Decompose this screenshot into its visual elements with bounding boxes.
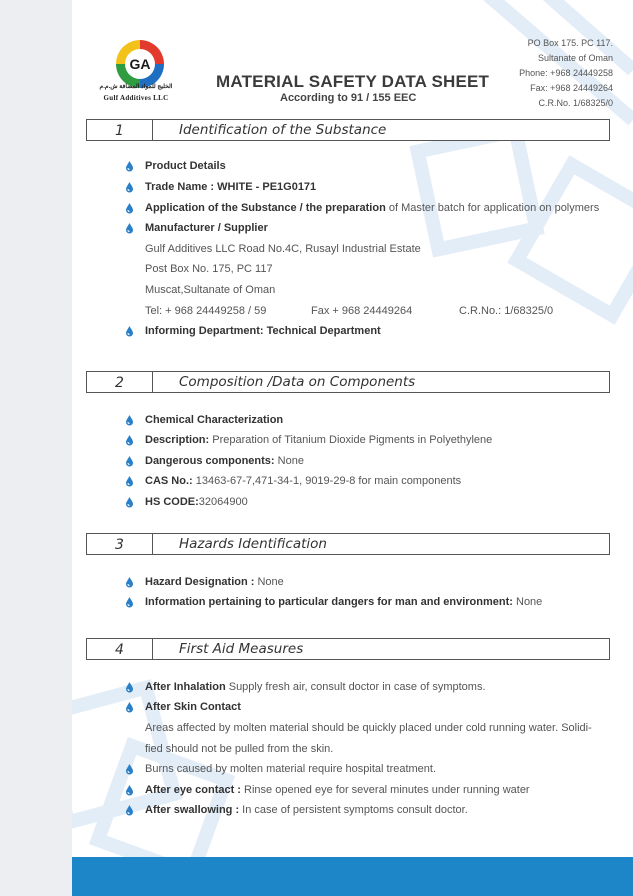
list-item: Hazard Designation : None xyxy=(145,576,284,588)
footer-bar xyxy=(72,857,633,896)
logo-arabic-name: الخليج للمواد المضافة ش.م.م xyxy=(99,84,173,90)
contact-country: Sultanate of Oman xyxy=(537,53,613,63)
droplet-bullet-icon xyxy=(125,785,134,796)
droplet-bullet-icon xyxy=(125,764,134,775)
fax-line: Fax + 968 24449264 xyxy=(311,305,413,317)
section-title: Composition /Data on Components xyxy=(179,374,416,390)
list-item: After eye contact : Rinse opened eye for several minutes under running water xyxy=(145,784,530,796)
list-item: Dangerous components: None xyxy=(145,455,304,467)
droplet-bullet-icon xyxy=(125,702,134,713)
list-item: Description: Preparation of Titanium Dioxide Pigments in Polyethylene xyxy=(145,434,493,446)
list-item: After Inhalation Supply fresh air, consult doctor in case of symptoms. xyxy=(145,681,486,693)
section-3-header xyxy=(86,533,610,555)
list-item: Application of the Substance / the preparation of Master batch for application on polymers xyxy=(145,202,600,214)
cr-number-line: C.R.No.: 1/68325/0 xyxy=(459,305,554,317)
list-item: After swallowing : In case of persistent symptoms consult doctor. xyxy=(145,804,468,816)
list-item: CAS No.: 13463-67-7,471-34-1, 9019-29-8 for main components xyxy=(145,475,462,487)
droplet-bullet-icon xyxy=(125,577,134,588)
section-number: 3 xyxy=(87,534,153,554)
address-line: Post Box No. 175, PC 117 xyxy=(145,263,273,275)
section-4-header xyxy=(86,638,610,660)
logo-english-name: Gulf Additives LLC xyxy=(103,94,169,102)
document-subtitle: According to 91 / 155 EEC xyxy=(280,92,417,104)
list-item: Informing Department: Technical Department xyxy=(145,325,381,337)
contact-cr-number: C.R.No. 1/68325/0 xyxy=(538,98,613,108)
droplet-bullet-icon xyxy=(125,326,134,337)
droplet-bullet-icon xyxy=(125,805,134,816)
section-title: Identification of the Substance xyxy=(179,122,387,138)
contact-phone: Phone: +968 24449258 xyxy=(519,68,613,78)
contact-po-box: PO Box 175. PC 117. xyxy=(527,38,613,48)
droplet-bullet-icon xyxy=(125,415,134,426)
section-number: 2 xyxy=(87,372,153,392)
list-item: After Skin Contact xyxy=(145,701,241,713)
left-margin-strip xyxy=(0,0,72,896)
document-title: MATERIAL SAFETY DATA SHEET xyxy=(216,72,490,91)
body-text-line: Areas affected by molten material should be quickly placed under cold running water. Solidi- xyxy=(145,722,592,734)
address-line: Muscat,Sultanate of Oman xyxy=(145,284,276,296)
list-item: Trade Name : WHITE - PE1G0171 xyxy=(145,181,317,193)
contact-block xyxy=(519,36,613,111)
droplet-bullet-icon xyxy=(125,597,134,608)
droplet-bullet-icon xyxy=(125,476,134,487)
section-title: Hazards Identification xyxy=(179,536,327,552)
contact-fax: Fax: +968 24449264 xyxy=(530,83,613,93)
section-2-header xyxy=(86,371,610,393)
body-text-line: Burns caused by molten material require hospital treatment. xyxy=(145,763,437,775)
list-item: HS CODE:32064900 xyxy=(145,496,248,508)
body-text-line: fied should not be pulled from the skin. xyxy=(145,743,334,755)
droplet-bullet-icon xyxy=(125,682,134,693)
droplet-bullet-icon xyxy=(125,161,134,172)
list-item: Chemical Characterization xyxy=(145,414,284,426)
droplet-bullet-icon xyxy=(125,223,134,234)
list-item: Information pertaining to particular dangers for man and environment: None xyxy=(145,596,543,608)
droplet-bullet-icon xyxy=(125,435,134,446)
list-item: Manufacturer / Supplier xyxy=(145,222,268,234)
address-line: Gulf Additives LLC Road No.4C, Rusayl Industrial Estate xyxy=(145,243,421,255)
section-title: First Aid Measures xyxy=(179,641,304,657)
droplet-bullet-icon xyxy=(125,497,134,508)
droplet-bullet-icon xyxy=(125,203,134,214)
droplet-bullet-icon xyxy=(125,456,134,467)
section-1-header xyxy=(86,119,610,141)
list-item: Product Details xyxy=(145,160,226,172)
logo-letters: GA xyxy=(129,56,151,72)
droplet-bullet-icon xyxy=(125,182,134,193)
section-number: 4 xyxy=(87,639,153,659)
section-number: 1 xyxy=(87,120,153,140)
phone-line: Tel: + 968 24449258 / 59 xyxy=(145,305,267,317)
